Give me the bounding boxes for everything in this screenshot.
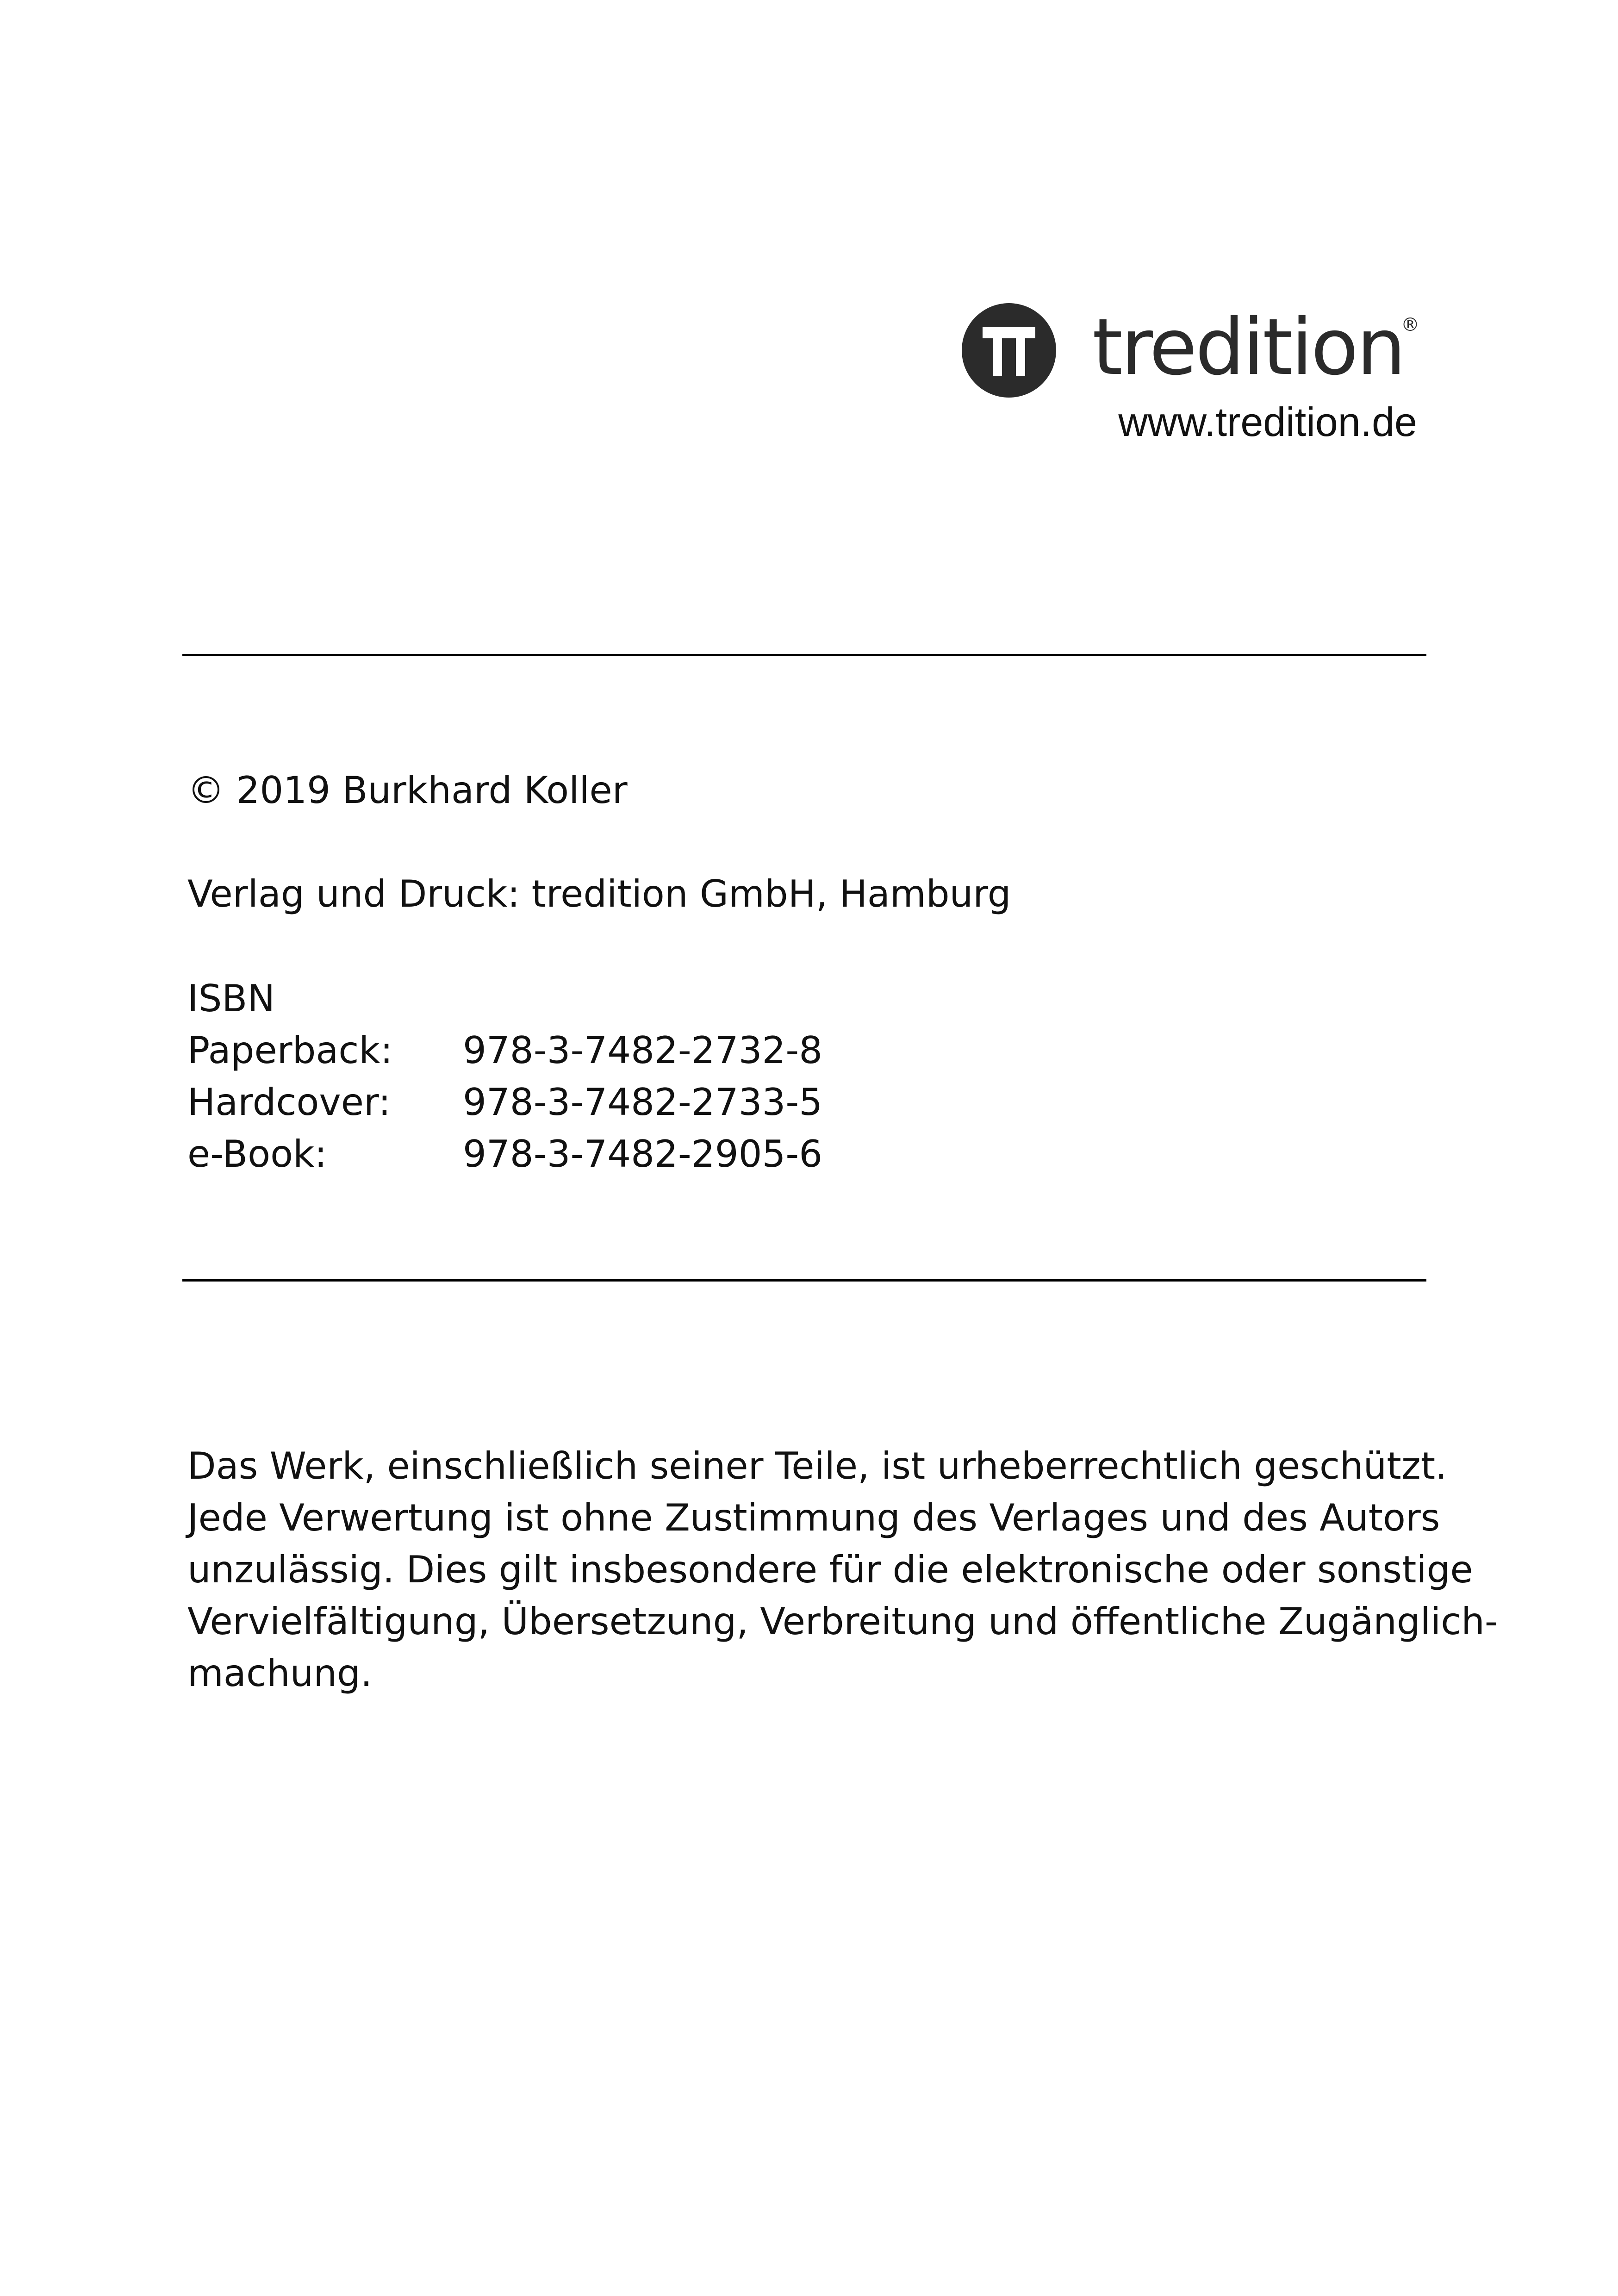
publisher-logo <box>960 302 1423 399</box>
isbn-row <box>187 1025 822 1076</box>
legal-line: Vervielfältigung, Übersetzung, Verbreitung und öffentliche Zugänglich- <box>187 1600 1498 1643</box>
isbn-label: Hardcover: <box>187 1081 391 1124</box>
isbn-value: 978-3-7482-2732-8 <box>463 1029 823 1072</box>
isbn-value: 978-3-7482-2733-5 <box>463 1081 823 1124</box>
registered-mark: ® <box>1401 314 1419 336</box>
tredition-logo-icon <box>960 302 1058 399</box>
isbn-label: e-Book: <box>187 1132 327 1176</box>
isbn-value: 978-3-7482-2905-6 <box>463 1132 823 1176</box>
legal-notice <box>187 1440 1498 1699</box>
legal-line: unzulässig. Dies gilt insbesondere für die elektronische oder sonstige <box>187 1548 1473 1591</box>
copyright-line: © 2019 Burkhard Koller <box>187 769 628 812</box>
isbn-heading: ISBN <box>187 977 275 1020</box>
publisher-line: Verlag und Druck: tredition GmbH, Hamburg <box>187 872 1011 915</box>
isbn-label: Paperback: <box>187 1029 393 1072</box>
top-divider <box>182 654 1426 656</box>
logo-wordmark: tredition <box>1092 302 1404 392</box>
isbn-block <box>187 973 822 1180</box>
legal-line: machung. <box>187 1652 373 1695</box>
isbn-row <box>187 1128 822 1180</box>
publisher-url[interactable]: www.tredition.de <box>1118 399 1417 445</box>
isbn-row <box>187 1076 822 1128</box>
legal-line: Das Werk, einschließlich seiner Teile, ist urheberrechtlich geschützt. <box>187 1444 1447 1487</box>
legal-line: Jede Verwertung ist ohne Zustimmung des Verlages und des Autors <box>187 1496 1440 1539</box>
bottom-divider <box>182 1279 1426 1282</box>
